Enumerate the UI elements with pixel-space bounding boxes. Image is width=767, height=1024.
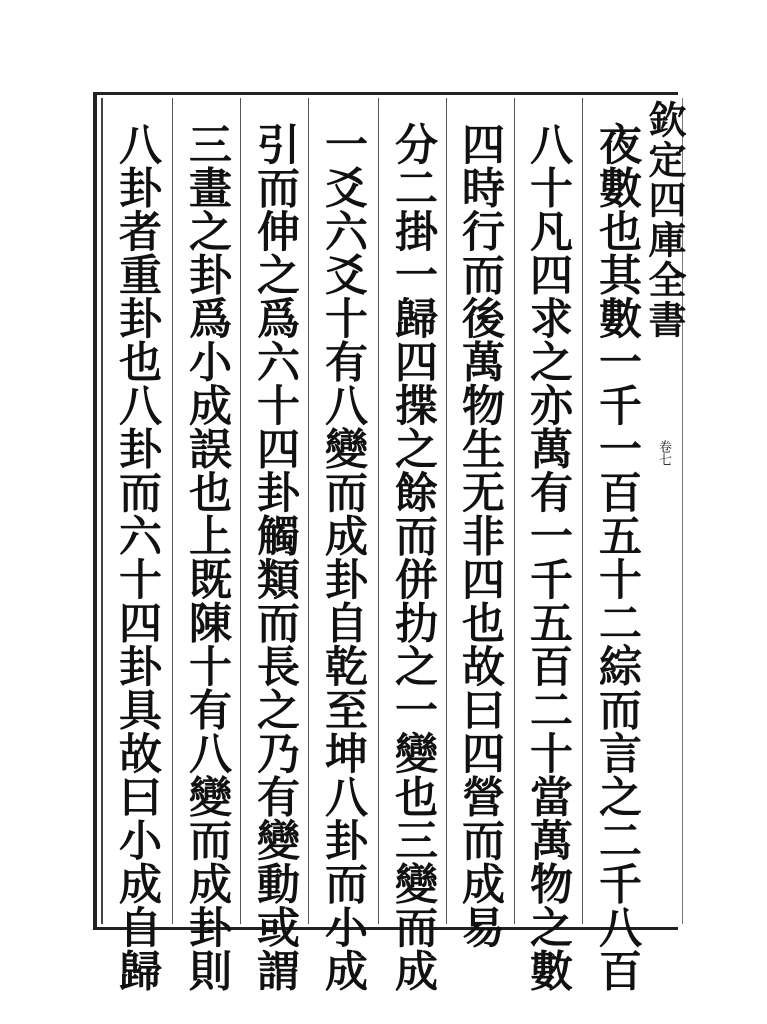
text-column-8: 八卦者重卦也八卦而六十四卦具故曰小成自歸 (112, 122, 162, 992)
column-divider (446, 98, 447, 924)
text-column-6: 引而伸之爲六十四卦觸類而長之乃有變動或謂 (250, 122, 300, 992)
column-divider (378, 98, 379, 924)
column-divider (582, 98, 583, 924)
column-divider (172, 98, 173, 924)
text-column-4: 分二掛一歸四揲之餘而併扐之一變也三變而成 (388, 122, 438, 992)
book-title: 欽定四庫全書 (642, 100, 687, 340)
volume-label: 卷七 (656, 440, 671, 466)
text-column-1: 夜數也其數一千一百五十二綜而言之二千八百 (592, 122, 642, 992)
text-column-2: 八十凡四求之亦萬有一千五百二十當萬物之數 (523, 122, 573, 992)
inner-border-rule (101, 98, 103, 924)
text-column-7: 三畫之卦爲小成誤也上既陳十有八變而成卦則 (182, 122, 232, 992)
text-column-3: 四時行而後萬物生无非四也故曰四營而成易 (455, 122, 505, 949)
text-column-5: 一爻六爻十有八變而成卦自乾至坤八卦而小成 (318, 122, 368, 992)
column-divider (308, 98, 309, 924)
column-divider (514, 98, 515, 924)
column-divider (240, 98, 241, 924)
